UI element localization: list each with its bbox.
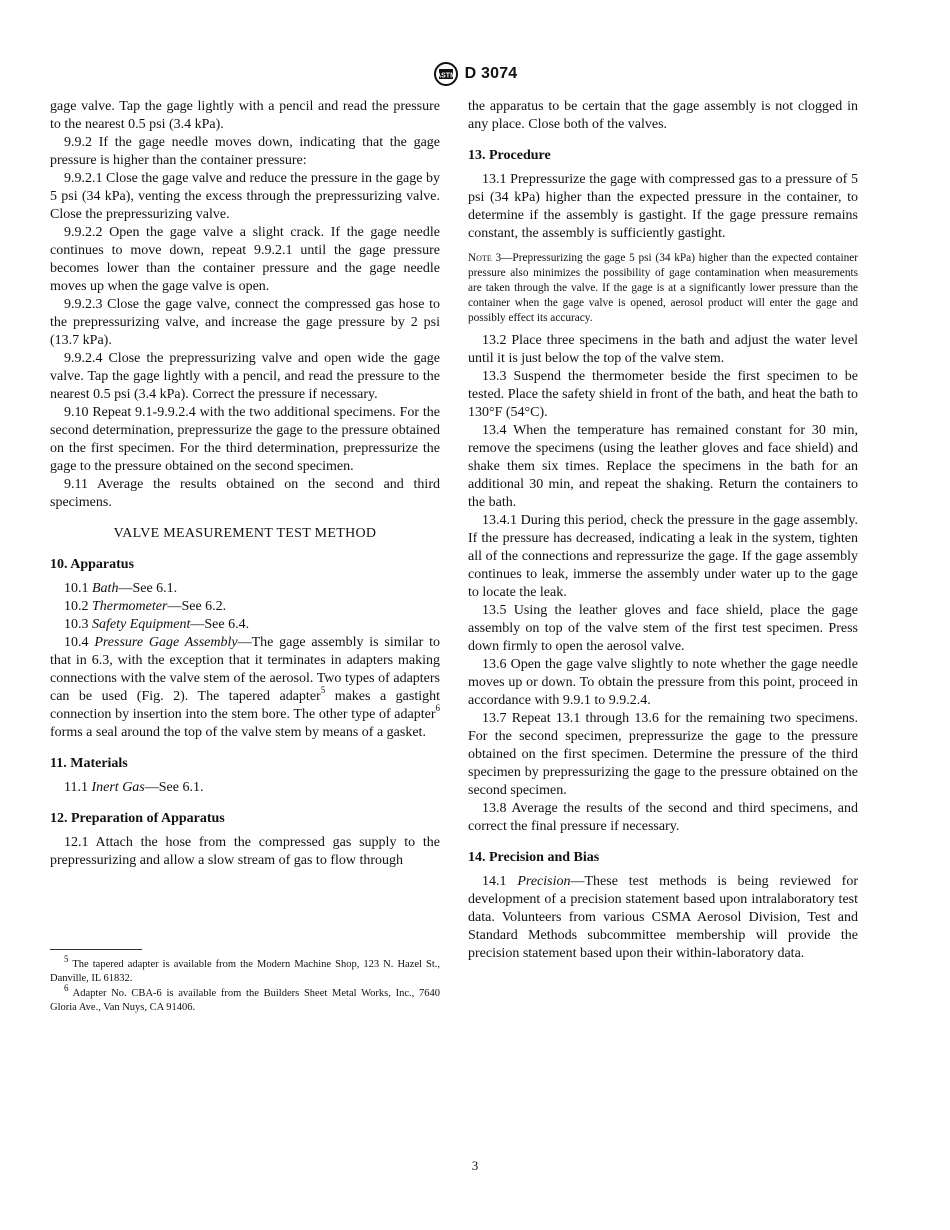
paragraph-9-9-2-2: 9.9.2.2 Open the gage valve a slight crack. If the gage needle continues to move down, repeat 9.9.2.1 until the gage pressure becomes lower than the container pressure and the gage needle moves up when the gage valve is open. (50, 225, 440, 294)
paragraph: the apparatus to be certain that the gage assembly is not clogged in any place. Close both of the valves. (468, 99, 858, 132)
paragraph-9-9-2-4: 9.9.2.4 Close the prepressurizing valve and open wide the gage valve. Tap the gage lightly with a pencil, and read the pressure to the nearest 0.5 psi (3.4 kPa). Correct the pressure if necessary. (50, 351, 440, 402)
item-12-1: 12.1 Attach the hose from the compressed gas supply to the prepressurizing and allow a slow stream of gas to flow through (50, 835, 440, 868)
item-13-3: 13.3 Suspend the thermometer beside the first specimen to be tested. Place the safety shield in front of the bath, and heat the bath to 130°F (54°C). (468, 369, 858, 420)
astm-logo-icon (433, 62, 459, 86)
item-13-2: 13.2 Place three specimens in the bath and adjust the water level until it is just below the top of the valve stem. (468, 333, 858, 366)
document-id: D 3074 (464, 65, 518, 82)
section-11-heading: 11. Materials (50, 756, 128, 771)
item-14-1: 14.1 Precision—These test methods is being reviewed for development of a precision statement based upon intralaboratory test data. Volunteers from various CSMA Aerosol Division, Test and Standard Methods subcommittee membership will provide the precision statement based upon their within-laboratory data. (468, 874, 858, 961)
note-3: Note 3—Prepressurizing the gage 5 psi (34 kPa) higher than the expected container pressure also minimizes the possibility of gage contamination when measurements are taken through the valve. If the gage is at a significantly lower pressure than the container when the gage valve is opened, aerosol product will enter the gage and possibly effect its accuracy. (468, 252, 859, 324)
paragraph-9-9-2: 9.9.2 If the gage needle moves down, indicating that the gage pressure is higher than the container pressure: (50, 135, 440, 168)
item-13-1: 13.1 Prepressurize the gage with compressed gas to a pressure of 5 psi (34 kPa) higher than the expected pressure in the container, to determine if the assembly is gastight. If the gage pressure remains constant, the assembly is sufficiently gastight. (468, 172, 858, 241)
method-title: VALVE MEASUREMENT TEST METHOD (113, 526, 377, 541)
item-13-4-1: 13.4.1 During this period, check the pressure in the gage assembly. If the pressure has decreased, indicating a leak in the system, tighten all of the connections and repressurize the gage. If the gage assembly continues to leak, immerse the assembly under water up to the gage to locate the leak. (468, 513, 858, 600)
svg-text:ASTM: ASTM (435, 72, 456, 80)
page-header (0, 62, 950, 91)
footnotes (50, 953, 440, 1016)
section-12-heading: 12. Preparation of Apparatus (50, 811, 225, 826)
right-column (468, 98, 858, 963)
item-11-1: 11.1 Inert Gas—See 6.1. (64, 780, 204, 795)
item-13-6: 13.6 Open the gage valve slightly to note whether the gage needle moves up or down. To obtain the pressure from this point, proceed in accordance with 9.9.1 to 9.9.2.4. (468, 657, 858, 708)
footnote-divider (50, 949, 142, 950)
item-13-7: 13.7 Repeat 13.1 through 13.6 for the remaining two specimens. For the second specimen, prepressurize the gage to the pressure obtained on the first specimen. Determine the pressure of the third specimen by prepressurizing the gage to the pressure obtained on the second specimen. (468, 711, 858, 798)
section-10-heading: 10. Apparatus (50, 557, 135, 572)
item-10-2: 10.2 Thermometer—See 6.2. (64, 599, 227, 614)
footnote-6: $^6$ Adapter No. CBA-6 is available from the Builders Sheet Metal Works, Inc., 7640 Gloria Ave., Van Nuys, CA 91406. (50, 982, 440, 1013)
paragraph-9-10: 9.10 Repeat 9.1-9.9.2.4 with the two additional specimens. For the second determination, prepressurize the gage to the pressure obtained on the first specimen. For the third determination, prepressurize the gage to the pressure obtained on the second specimen. (50, 405, 440, 474)
item-13-5: 13.5 Using the leather gloves and face shield, place the gage assembly on top of the valve stem of the first test specimen. Press down firmly to open the aerosol valve. (468, 603, 858, 654)
item-10-3: 10.3 Safety Equipment—See 6.4. (64, 617, 250, 632)
footnote-ref-5[interactable]: 5 (320, 685, 326, 696)
section-14-heading: 14. Precision and Bias (468, 850, 600, 865)
paragraph-9-9-2-1: 9.9.2.1 Close the gage valve and reduce the pressure in the gage by 5 psi (34 kPa), venting the excess through the prepressurizing valve. Close the prepressurizing valve. (50, 171, 440, 222)
left-column (50, 98, 440, 870)
item-10-4: 10.4 Pressure Gage Assembly—The gage assembly is similar to that in 6.3, with the exception that it terminates in adapters making connections with the valve stem of the aerosol. Two types of adapters can be used (Fig. 2). The tapered adapter$^5$ makes a gastight connection by insertion into the stem bore. The other type of adapter$^6$ forms a seal around the top of the valve stem by means of a gasket. (50, 635, 441, 740)
item-10-1: 10.1 Bath—See 6.1. (64, 581, 178, 596)
page-number: 3 (471, 1158, 479, 1173)
item-13-8: 13.8 Average the results of the second and third specimens, and correct the final pressure if necessary. (468, 801, 858, 834)
paragraph: gage valve. Tap the gage lightly with a pencil and read the pressure to the nearest 0.5 psi (3.4 kPa). (50, 99, 440, 132)
item-13-4: 13.4 When the temperature has remained constant for 30 min, remove the specimens (using the leather gloves and face shield) and shake them six times. Replace the specimens in the bath for an additional 30 min, and repeat the shaking. Return the containers to the bath. (468, 423, 858, 510)
paragraph-9-9-2-3: 9.9.2.3 Close the gage valve, connect the compressed gas hose to the prepressurizing valve, and increase the gage pressure by 2 psi (13.7 kPa). (50, 297, 440, 348)
footnote-5: $^5$ The tapered adapter is available from the Modern Machine Shop, 123 N. Hazel St., Danville, IL 61832. (50, 953, 440, 984)
section-13-heading: 13. Procedure (468, 148, 551, 163)
footnote-ref-6[interactable]: 6 (435, 703, 440, 714)
paragraph-9-11: 9.11 Average the results obtained on the second and third specimens. (50, 477, 440, 510)
